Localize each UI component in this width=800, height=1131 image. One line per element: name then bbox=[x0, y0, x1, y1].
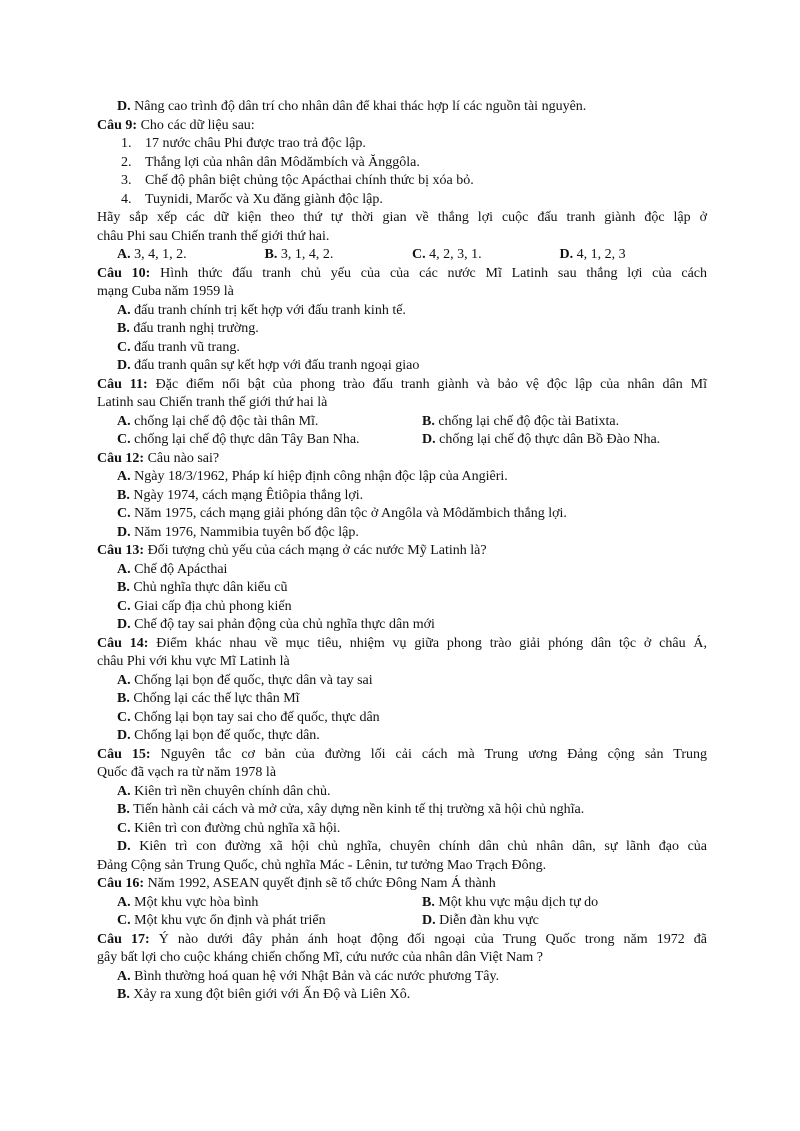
q15-option-b: B. Tiến hành cải cách và mở cửa, xây dựng nền kinh tế thị trường xã hội chủ nghĩa. bbox=[117, 802, 585, 817]
q16-options-ab bbox=[97, 894, 707, 913]
q17-stem: Câu 17: Ý nào dưới đây phản ánh hoạt động đối ngoại của Trung Quốc trong năm 1972 đã bbox=[97, 931, 707, 947]
q16-option-d: D. Diễn đàn khu vực bbox=[422, 913, 539, 928]
question-label: Câu 17: bbox=[97, 931, 150, 947]
q9-prompt-cont: châu Phi sau Chiến tranh thế giới thứ hai. bbox=[97, 228, 330, 244]
q17-option-a: A. Bình thường hoá quan hệ với Nhật Bản và các nước phương Tây. bbox=[117, 968, 500, 984]
q17-option-b: B. Xảy ra xung đột biên giới với Ấn Độ và Liên Xô. bbox=[117, 987, 411, 1002]
q9-item-4: 4. Tuynidi, Marốc và Xu đăng giành độc lập. bbox=[121, 191, 383, 207]
q13-option-c: C. Giai cấp địa chủ phong kiến bbox=[117, 598, 292, 614]
q9-options bbox=[97, 246, 707, 265]
question-label: Câu 12: bbox=[97, 450, 145, 466]
q9-option-d: D. 4, 1, 2, 3 bbox=[559, 247, 626, 262]
q11-option-a: A. chống lại chế độ độc tài thân Mĩ. bbox=[117, 413, 319, 429]
q16-option-a: A. Một khu vực hòa bình bbox=[117, 894, 259, 910]
q9-item-1: 1. 17 nước châu Phi được trao trả độc lập. bbox=[121, 136, 366, 151]
q13-stem: Câu 13: Đối tượng chủ yếu của cách mạng ở các nước Mỹ Latinh là? bbox=[97, 543, 487, 558]
exam-content bbox=[97, 98, 707, 1005]
question-label: Câu 15: bbox=[97, 746, 151, 762]
q14-option-b: B. Chống lại các thế lực thân Mĩ bbox=[117, 691, 300, 706]
q9-item-3: 3. Chế độ phân biệt chủng tộc Apácthai chính thức bị xóa bỏ. bbox=[121, 173, 474, 188]
q12-option-b: B. Ngày 1974, cách mạng Êtiôpia thắng lợi. bbox=[117, 487, 364, 503]
q12-stem: Câu 12: Câu nào sai? bbox=[97, 450, 220, 466]
q10-stem-cont: mạng Cuba năm 1959 là bbox=[97, 284, 234, 299]
q9-item-2: 2. Thắng lợi của nhân dân Môdămbích và Ănggôla. bbox=[121, 154, 420, 170]
q15-option-d-cont: Đảng Cộng sản Trung Quốc, chủ nghĩa Mác - Lênin, tư tưởng Mao Trạch Đông. bbox=[97, 857, 547, 873]
q14-stem: Câu 14: Điểm khác nhau về mục tiêu, nhiệm vụ giữa phong trào giải phóng dân tộc ở châu Á, bbox=[97, 635, 707, 651]
q11-options-ab bbox=[97, 413, 707, 432]
q9-option-b: B. 3, 1, 4, 2. bbox=[264, 247, 334, 262]
q10-option-b: B. đấu tranh nghị trường. bbox=[117, 321, 259, 336]
q14-option-c: C. Chống lại bọn tay sai cho đế quốc, thực dân bbox=[117, 709, 380, 725]
q16-options-cd bbox=[97, 912, 707, 931]
q13-option-b: B. Chủ nghĩa thực dân kiểu cũ bbox=[117, 580, 288, 595]
q14-option-d: D. Chống lại bọn đế quốc, thực dân. bbox=[117, 728, 320, 743]
q12-option-d: D. Năm 1976, Nammibia tuyên bố độc lập. bbox=[117, 524, 359, 540]
q10-option-a: A. đấu tranh chính trị kết hợp với đấu tranh kinh tế. bbox=[117, 302, 406, 318]
q9-stem: Câu 9: Cho các dữ liệu sau: bbox=[97, 117, 255, 133]
q12-option-a: A. Ngày 18/3/1962, Pháp kí hiệp định công nhận độc lập của Angiêri. bbox=[117, 469, 508, 484]
q12-option-c: C. Năm 1975, cách mạng giải phóng dân tộc ở Angôla và Môdămbich thắng lợi. bbox=[117, 506, 567, 521]
q13-option-d: D. Chế độ tay sai phản động của chủ nghĩa thực dân mới bbox=[117, 617, 435, 632]
q13-option-a: A. Chế độ Apácthai bbox=[117, 561, 228, 577]
q8-option-d: D. Nâng cao trình độ dân trí cho nhân dân để khai thác hợp lí các nguồn tài nguyên. bbox=[117, 99, 587, 114]
q9-prompt: Hãy sắp xếp các dữ kiện theo thứ tự thời gian về thắng lợi cuộc đấu tranh giành độc lập ở bbox=[97, 210, 707, 225]
q11-option-c: C. chống lại chế độ thực dân Tây Ban Nha. bbox=[117, 432, 360, 447]
question-label: Câu 10: bbox=[97, 265, 151, 281]
q16-option-b: B. Một khu vực mậu dịch tự do bbox=[422, 894, 599, 910]
q15-option-a: A. Kiên trì nền chuyên chính dân chủ. bbox=[117, 783, 331, 799]
question-label: Câu 9: bbox=[97, 117, 138, 133]
q10-option-c: C. đấu tranh vũ trang. bbox=[117, 339, 240, 355]
q9-option-a: A. 3, 4, 1, 2. bbox=[117, 247, 187, 262]
question-label: Câu 11: bbox=[97, 376, 148, 392]
question-label: Câu 13: bbox=[97, 543, 145, 558]
q15-option-d: D. Kiên trì con đường xã hội chủ nghĩa, chuyên chính dân chủ nhân dân, sự lãnh đạo của bbox=[117, 839, 707, 854]
q16-option-c: C. Một khu vực ổn định và phát triển bbox=[117, 913, 326, 928]
q11-option-d: D. chống lại chế độ thực dân Bồ Đào Nha. bbox=[422, 432, 661, 447]
q10-stem: Câu 10: Hình thức đấu tranh chủ yếu của của các nước Mĩ Latinh sau thắng lợi của cách bbox=[97, 265, 708, 281]
q15-stem-cont: Quốc đã vạch ra từ năm 1978 là bbox=[97, 765, 277, 780]
q16-stem: Câu 16: Năm 1992, ASEAN quyết định sẽ tổ chức Đông Nam Á thành bbox=[97, 876, 496, 891]
q14-stem-cont: châu Phi với khu vực Mĩ Latinh là bbox=[97, 654, 290, 669]
q15-stem: Câu 15: Nguyên tắc cơ bản của đường lối cải cách mà Trung ương Đảng cộng sản Trung bbox=[97, 746, 707, 762]
q11-option-b: B. chống lại chế độ độc tài Batixta. bbox=[422, 413, 620, 429]
question-label: Câu 16: bbox=[97, 876, 145, 891]
q11-stem-cont: Latinh sau Chiến tranh thế giới thứ hai là bbox=[97, 395, 328, 410]
q11-options-cd bbox=[97, 431, 707, 450]
q11-stem: Câu 11: Đặc điểm nổi bật của phong trào đấu tranh giành và bảo vệ độc lập của nhân dân Mĩ bbox=[97, 376, 708, 392]
q9-option-c: C. 4, 2, 3, 1. bbox=[412, 247, 482, 262]
q10-option-d: D. đấu tranh quân sự kết hợp với đấu tranh ngoại giao bbox=[117, 358, 420, 373]
q14-option-a: A. Chống lại bọn đế quốc, thực dân và tay sai bbox=[117, 672, 373, 688]
question-label: Câu 14: bbox=[97, 635, 149, 651]
q17-stem-cont: gây bất lợi cho cuộc kháng chiến chống Mĩ, cứu nước của nhân dân Việt Nam ? bbox=[97, 950, 544, 965]
q15-option-c: C. Kiên trì con đường chủ nghĩa xã hội. bbox=[117, 820, 341, 836]
